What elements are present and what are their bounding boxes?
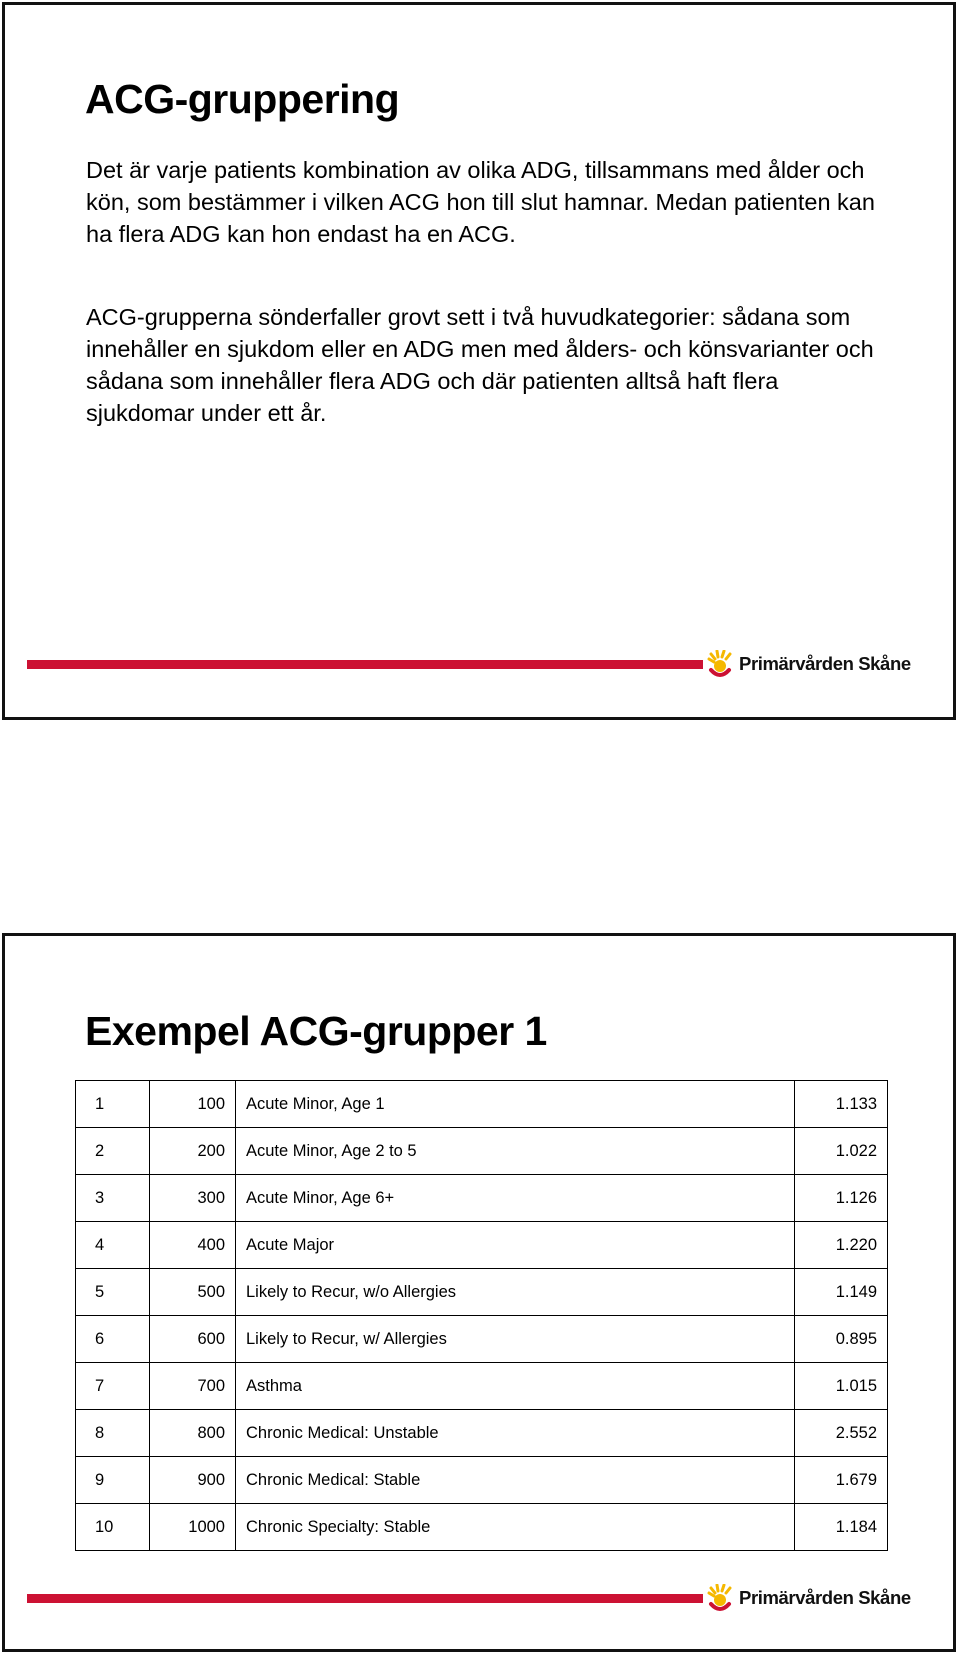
table-row: [76, 1222, 888, 1269]
slide-1-title: ACG-gruppering: [85, 76, 400, 122]
table-row: [76, 1457, 888, 1504]
table-row: [76, 1504, 888, 1551]
acg-table: [75, 1080, 888, 1551]
slide-1-paragraph-2: ACG-grupperna sönderfaller grovt sett i två huvudkategorier: sådana som innehåller en sjukdom eller en ADG men med ålders- och könsvarianter och sådana som innehåller flera ADG och där patienten alltså haft flera sjukdomar under ett år.: [86, 304, 874, 426]
logo-text: Primärvården Skåne: [739, 1587, 911, 1608]
table-row: [76, 1316, 888, 1363]
row-number: 8: [76, 1410, 150, 1457]
sun-logo-icon: [707, 1584, 739, 1612]
acg-description: Chronic Medical: Stable: [236, 1457, 795, 1504]
row-number: 3: [76, 1175, 150, 1222]
row-number: 10: [76, 1504, 150, 1551]
acg-description: Chronic Specialty: Stable: [236, 1504, 795, 1551]
row-number: 4: [76, 1222, 150, 1269]
acg-code: 1000: [150, 1504, 236, 1551]
acg-weight: 1.133: [795, 1081, 888, 1128]
acg-description: Asthma: [236, 1363, 795, 1410]
table-row: [76, 1128, 888, 1175]
footer-brand-line: [27, 660, 703, 669]
slide-1: [2, 2, 956, 720]
acg-description: Acute Minor, Age 6+: [236, 1175, 795, 1222]
row-number: 5: [76, 1269, 150, 1316]
table-row: [76, 1081, 888, 1128]
acg-weight: 0.895: [795, 1316, 888, 1363]
table-row: [76, 1363, 888, 1410]
slide-2: [2, 933, 956, 1652]
acg-code: 100: [150, 1081, 236, 1128]
footer-brand-line: [27, 1594, 703, 1603]
acg-code: 900: [150, 1457, 236, 1504]
acg-code: 400: [150, 1222, 236, 1269]
table-row: [76, 1410, 888, 1457]
row-number: 9: [76, 1457, 150, 1504]
row-number: 7: [76, 1363, 150, 1410]
acg-code: 800: [150, 1410, 236, 1457]
acg-description: Likely to Recur, w/ Allergies: [236, 1316, 795, 1363]
slide-2-title: Exempel ACG-grupper 1: [85, 1008, 547, 1054]
logo-text: Primärvården Skåne: [739, 653, 911, 674]
row-number: 6: [76, 1316, 150, 1363]
acg-weight: 1.184: [795, 1504, 888, 1551]
acg-weight: 1.126: [795, 1175, 888, 1222]
acg-weight: 2.552: [795, 1410, 888, 1457]
table-row: [76, 1269, 888, 1316]
acg-code: 300: [150, 1175, 236, 1222]
acg-code: 700: [150, 1363, 236, 1410]
row-number: 2: [76, 1128, 150, 1175]
table-row: [76, 1175, 888, 1222]
acg-weight: 1.022: [795, 1128, 888, 1175]
acg-description: Acute Minor, Age 2 to 5: [236, 1128, 795, 1175]
sun-logo-icon: [707, 650, 739, 678]
acg-weight: 1.015: [795, 1363, 888, 1410]
acg-weight: 1.149: [795, 1269, 888, 1316]
acg-code: 600: [150, 1316, 236, 1363]
acg-description: Acute Minor, Age 1: [236, 1081, 795, 1128]
acg-description: Chronic Medical: Unstable: [236, 1410, 795, 1457]
acg-code: 200: [150, 1128, 236, 1175]
row-number: 1: [76, 1081, 150, 1128]
acg-weight: 1.220: [795, 1222, 888, 1269]
footer-logo: [707, 1583, 911, 1613]
acg-description: Acute Major: [236, 1222, 795, 1269]
acg-code: 500: [150, 1269, 236, 1316]
acg-description: Likely to Recur, w/o Allergies: [236, 1269, 795, 1316]
slide-1-paragraph-1: Det är varje patients kombination av olika ADG, tillsammans med ålder och kön, som bestämmer i vilken ACG hon till slut hamnar. Medan patienten kan ha flera ADG kan hon endast ha en ACG.: [86, 157, 875, 247]
acg-weight: 1.679: [795, 1457, 888, 1504]
footer-logo: [707, 649, 911, 679]
